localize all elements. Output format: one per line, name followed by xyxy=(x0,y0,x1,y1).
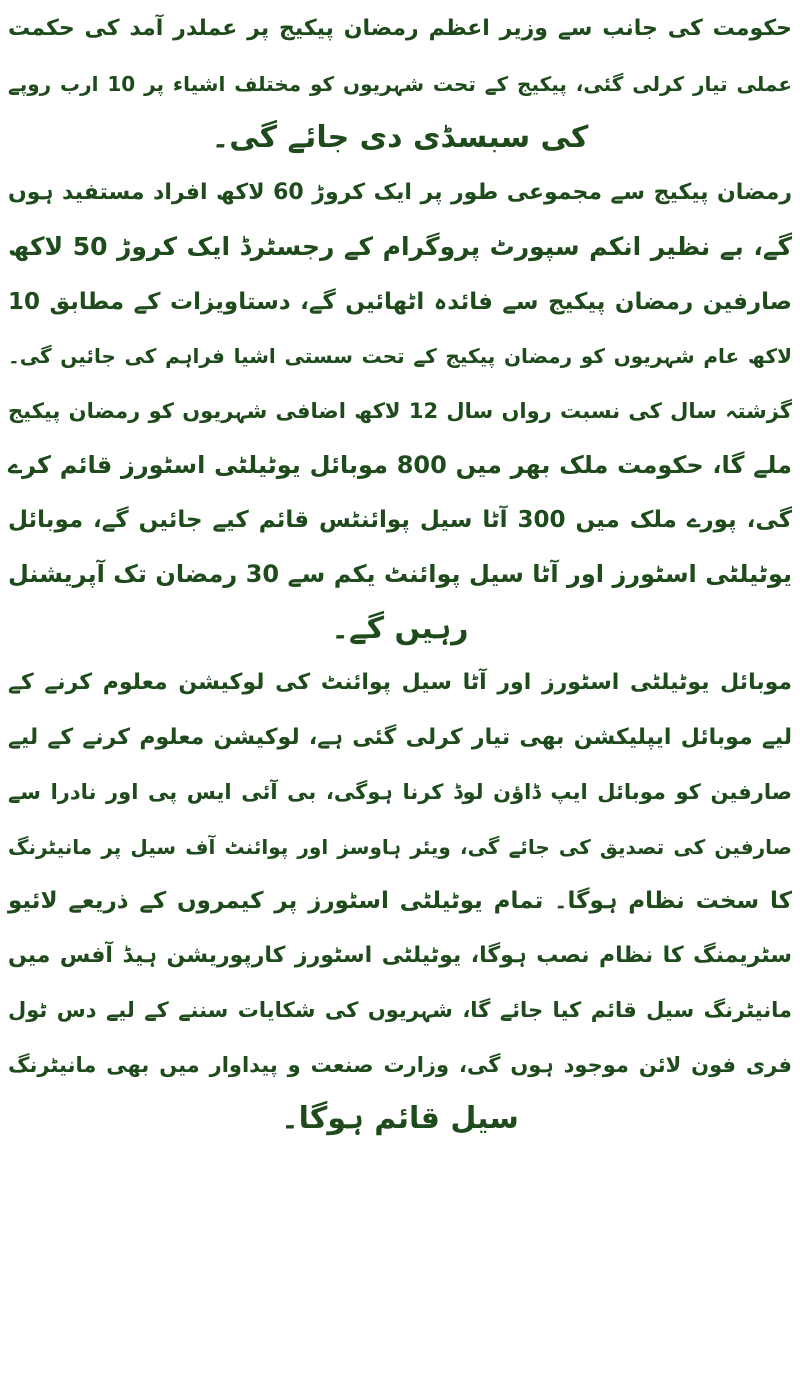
text-line: حکومت کی جانب سے وزیر اعظم رمضان پیکیج پر عملدر آمد کی حکمت xyxy=(8,16,792,41)
text-line: کی سبسڈی دی جائے گی۔ xyxy=(211,120,589,155)
text-line: لاکھ عام شہریوں کو رمضان پیکیج کے تحت سستی اشیا فراہم کی جائیں گی۔ xyxy=(8,344,792,368)
text-line: ملے گا، حکومت ملک بھر میں 800 موبائل یوٹیلٹی اسٹورز قائم کرے xyxy=(8,451,792,479)
text-line: فری فون لائن موجود ہوں گی، وزارت صنعت و پیداوار میں بھی مانیٹرنگ xyxy=(8,1052,792,1077)
text-line: گزشتہ سال کی نسبت رواں سال 12 لاکھ اضافی شہریوں کو رمضان پیکیج xyxy=(8,398,792,423)
paragraph-app-monitoring xyxy=(0,656,800,1147)
text-line: صارفین کی تصدیق کی جائے گی، ویئر ہاوسز اور پوائنٹ آف سیل پر مانیٹرنگ xyxy=(8,834,792,859)
text-line: موبائل یوٹیلٹی اسٹورز اور آٹا سیل پوائنٹ کی لوکیشن معلوم کرنے کے xyxy=(8,670,792,695)
text-line: صارفین رمضان پیکیج سے فائدہ اٹھائیں گے، دستاویزات کے مطابق 10 xyxy=(8,288,792,315)
text-line: صارفین کو موبائل ایپ ڈاؤن لوڈ کرنا ہوگی، بی آئی ایس پی اور نادرا سے xyxy=(8,780,792,804)
text-line: رہیں گے۔ xyxy=(331,610,469,646)
text-line: سیل قائم ہوگا۔ xyxy=(281,1101,519,1136)
text-line: لیے موبائل ایپلیکشن بھی تیار کرلی گئی ہے، لوکیشن معلوم کرنے کے لیے xyxy=(8,724,792,750)
text-line: کا سخت نظام ہوگا۔ تمام یوٹیلٹی اسٹورز پر کیمروں کے ذریعے لائیو xyxy=(8,888,792,914)
text-line: گی، پورے ملک میں 300 آٹا سیل پوائنٹس قائم کیے جائیں گے، موبائل xyxy=(8,506,792,533)
paragraph-package-strategy xyxy=(0,2,800,166)
text-line: سٹریمنگ کا نظام نصب ہوگا، یوٹیلٹی اسٹورز کارپوریشن ہیڈ آفس میں xyxy=(8,942,792,968)
text-line: مانیٹرنگ سیل قائم کیا جائے گا، شہریوں کی شکایات سننے کے لیے دس ٹول xyxy=(8,998,792,1022)
text-line: گے، بے نظیر انکم سپورٹ پروگرام کے رجسٹرڈ ایک کروڑ 50 لاکھ xyxy=(8,232,793,261)
paragraph-beneficiaries xyxy=(0,166,800,384)
text-line: عملی تیار کرلی گئی، پیکیج کے تحت شہریوں کو مختلف اشیاء پر 10 ارب روپے xyxy=(8,71,792,96)
paragraph-mobile-stores xyxy=(0,384,800,657)
text-line: رمضان پیکیج سے مجموعی طور پر ایک کروڑ 60 لاکھ افراد مستفید ہوں xyxy=(8,179,793,205)
text-line: یوٹیلٹی اسٹورز اور آٹا سیل پوائنٹ یکم سے 30 رمضان تک آپریشنل xyxy=(8,560,793,588)
